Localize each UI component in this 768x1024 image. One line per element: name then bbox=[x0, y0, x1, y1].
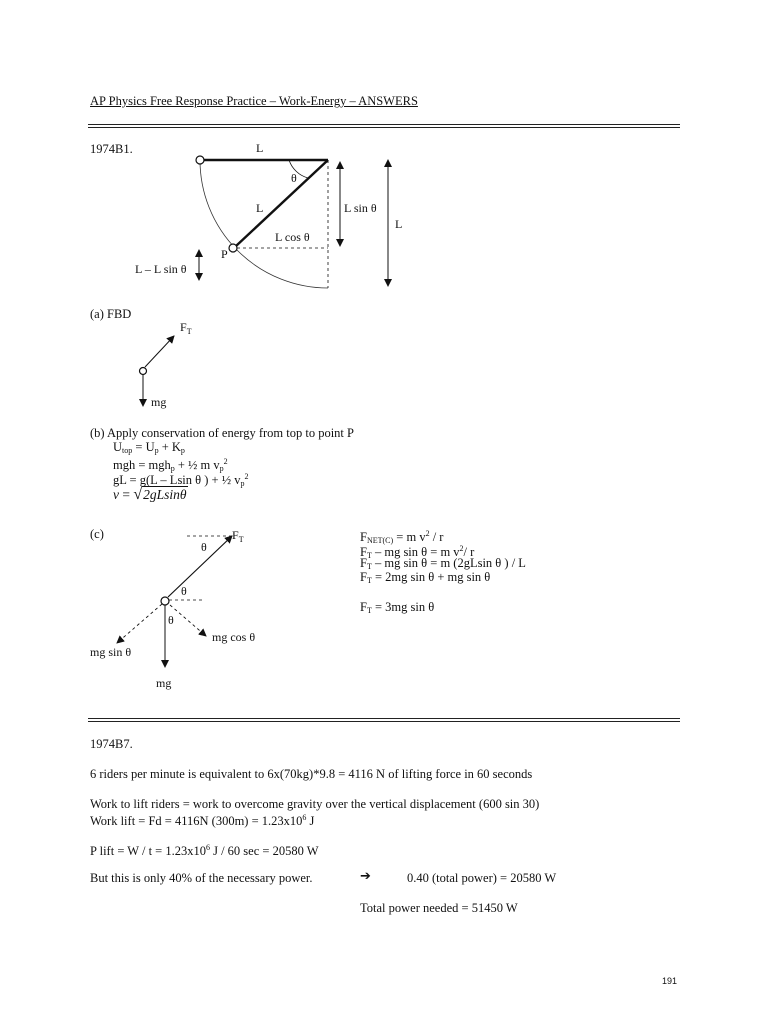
equation-line: $F_T = 2mg$ sin θ + mg sin θ bbox=[360, 570, 491, 585]
label-mg: mg bbox=[151, 395, 167, 409]
arrow-icon: ➔ bbox=[360, 869, 371, 884]
divider bbox=[88, 124, 680, 125]
label-l-rod: L bbox=[256, 201, 264, 215]
final-result: $F_T = 3mg$ sin θ bbox=[360, 600, 435, 615]
part-b-line: (b) Apply conservation of energy from top to point P bbox=[90, 426, 354, 440]
divider bbox=[88, 721, 680, 722]
text-line: But this is only 40% of the necessary power. bbox=[90, 871, 313, 885]
divider bbox=[88, 718, 680, 719]
tension-arrow bbox=[168, 536, 232, 597]
force-components-diagram bbox=[88, 520, 288, 695]
free-body-diagram bbox=[130, 315, 210, 415]
label-mg-sin: mg sin θ bbox=[90, 645, 132, 659]
label-l-top: L bbox=[256, 141, 264, 155]
problem-label: 1974B7. bbox=[90, 737, 133, 751]
mg-cos-arrow bbox=[170, 605, 206, 636]
equation-line: $F_T$ – mg sin θ = m $v^2/$ r bbox=[360, 544, 475, 560]
divider bbox=[88, 127, 680, 128]
label-ft: $F_T$ bbox=[232, 528, 244, 544]
equation-line: $F_{NET(C)} = m$ $v^2$ / r bbox=[360, 529, 444, 545]
page-title: AP Physics Free Response Practice – Work-Energy – ANSWERS bbox=[90, 94, 418, 108]
text-line: Total power needed = 51450 W bbox=[360, 901, 518, 915]
problem-label: 1974B1. bbox=[90, 142, 133, 156]
pendulum-diagram bbox=[120, 130, 420, 290]
page-number: 191 bbox=[662, 976, 678, 986]
label-theta-3: θ bbox=[168, 613, 174, 627]
equation-line: $F_T$ – mg sin θ = m (2gLsin θ ) / L bbox=[360, 556, 526, 571]
tension-arrow bbox=[145, 336, 174, 367]
part-c-label: (c) bbox=[90, 527, 104, 541]
label-mg: mg bbox=[156, 676, 172, 690]
velocity-result: v = √2gLsinθ bbox=[113, 486, 187, 503]
point-p-circle bbox=[229, 244, 237, 252]
mass-circle bbox=[161, 597, 169, 605]
label-l-sin: L sin θ bbox=[344, 201, 377, 215]
equation-line: $U_{top} = U_p + K_p$ bbox=[113, 440, 185, 455]
text-line: 6 riders per minute is equivalent to 6x(70kg)*9.8 = 4116 N of lifting force in 60 seconds bbox=[90, 767, 533, 781]
mg-sin-arrow bbox=[117, 604, 162, 643]
mass-circle bbox=[140, 368, 147, 375]
text-line: Work to lift riders = work to overcome gravity over the vertical displacement (600 sin 30) bbox=[90, 797, 540, 811]
text-line: Work lift = Fd = 4116N $(300m) = 1.23x10^6$ J bbox=[90, 813, 315, 828]
label-mg-cos: mg cos θ bbox=[212, 630, 256, 644]
equation-line: mgh = mgh$_p$ + ½ m $v_p^2$ bbox=[113, 457, 228, 473]
label-theta-2: θ bbox=[181, 584, 187, 598]
text-line: P lift = $W / t = 1.23x10^6$ J / 60 sec = 20580 W bbox=[90, 843, 319, 858]
label-l-cos: L cos θ bbox=[275, 230, 310, 244]
text-line: 0.40 (total power) = 20580 W bbox=[407, 871, 557, 885]
label-theta-1: θ bbox=[201, 540, 207, 554]
pivot-circle bbox=[196, 156, 204, 164]
part-a-label: (a) FBD bbox=[90, 307, 132, 321]
label-theta: θ bbox=[291, 171, 297, 185]
equation-line: gL = g(L – Lsin θ ) + ½ $v_p^2$ bbox=[113, 472, 249, 488]
label-l-right: L bbox=[395, 217, 403, 231]
label-ft: $F_T$ bbox=[180, 320, 192, 336]
label-p: P bbox=[221, 247, 228, 261]
label-l-minus: L – L sin θ bbox=[135, 262, 187, 276]
